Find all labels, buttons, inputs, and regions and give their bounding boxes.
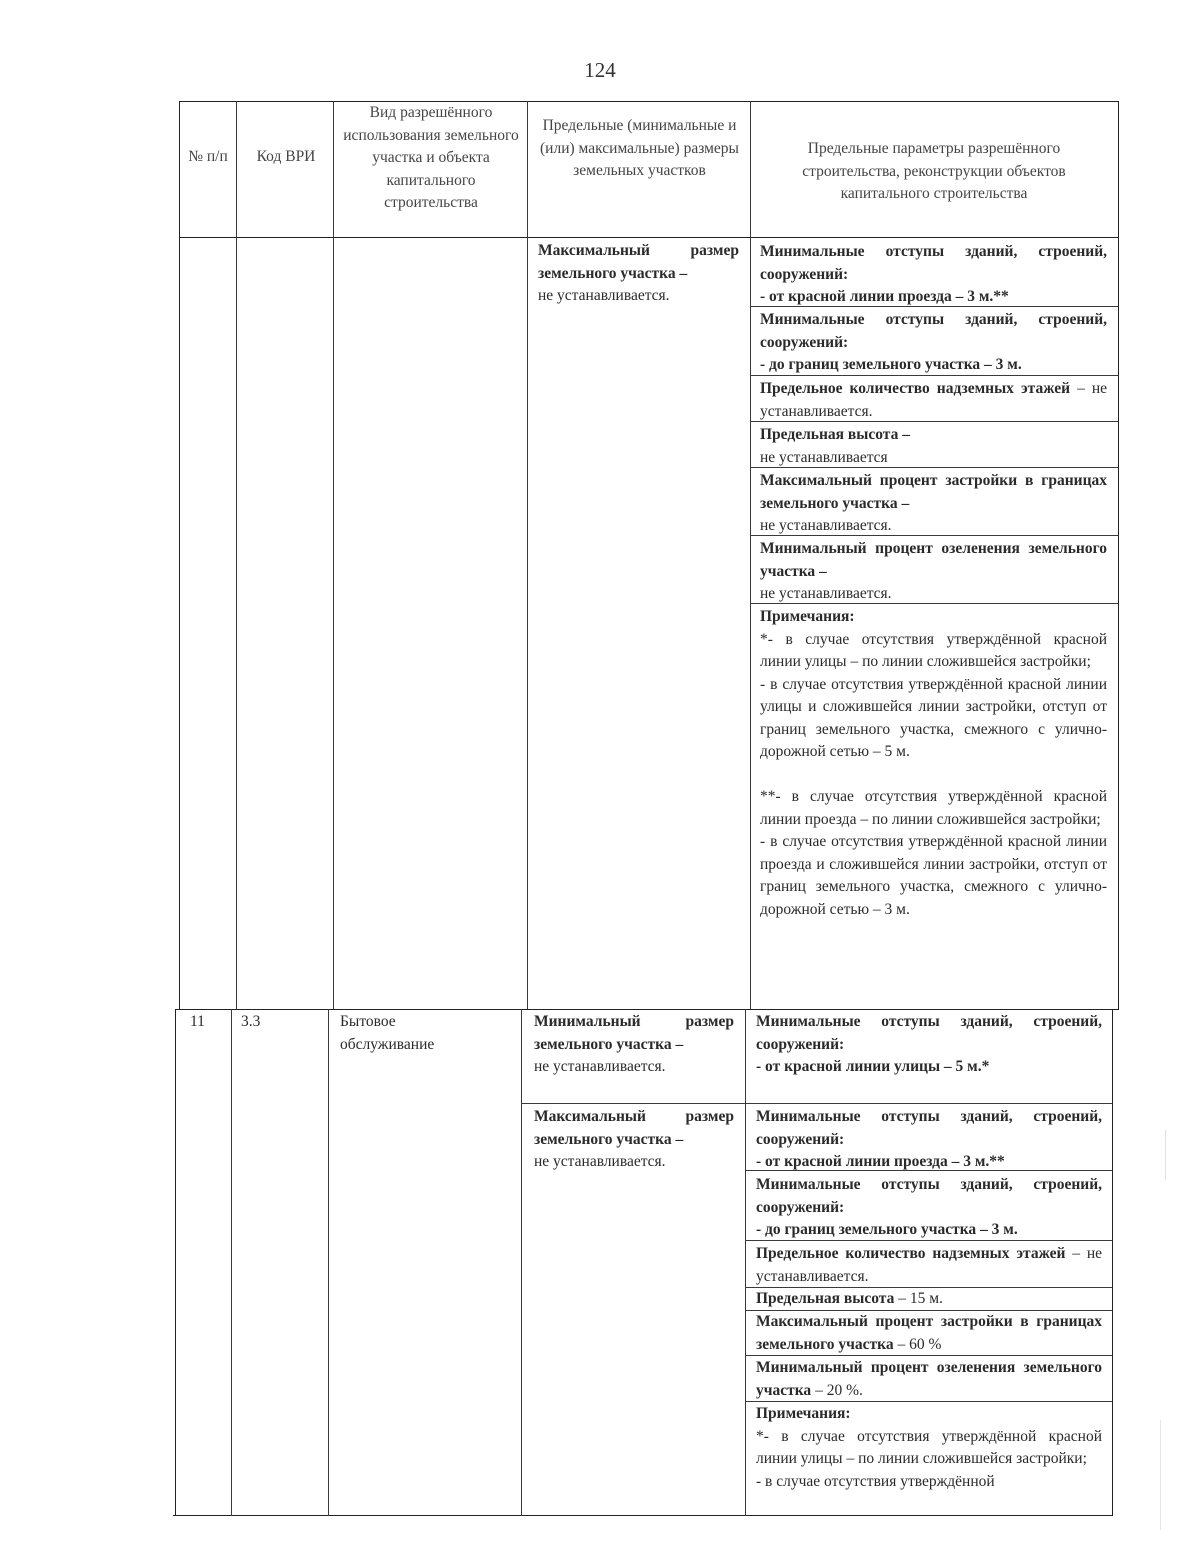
param-label: Предельная высота –: [760, 426, 910, 443]
param-label: Предельное количество надземных этажей: [756, 1245, 1066, 1262]
scan-mark: [1165, 1130, 1166, 1180]
col-border-2: [328, 1009, 329, 1516]
param-value: не устанавливается.: [760, 517, 892, 534]
param-cell: [760, 538, 1107, 606]
min-size-value: не устанавливается.: [534, 1058, 666, 1075]
col-border-3: [521, 1009, 522, 1516]
param-cell: [756, 1011, 1102, 1079]
param-value: – 60 %: [897, 1335, 942, 1353]
param-label: Минимальный процент озеленения земельного участка: [756, 1359, 1102, 1399]
table-bottom-border: [173, 1515, 1113, 1516]
param-cell: [756, 1106, 1102, 1174]
max-size-label: Максимальный размер земельного участка –: [534, 1108, 734, 1148]
max-size-value: не устанавливается.: [538, 287, 670, 304]
param-cell: [760, 241, 1107, 309]
page-number: 124: [584, 58, 616, 82]
notes-cell: [760, 606, 1107, 921]
col-border-left: [175, 1009, 176, 1516]
param-value: – не устанавливается.: [760, 380, 1107, 420]
param-label: Минимальные отступы зданий, строений, сооружений:: [760, 311, 1107, 351]
notes-title: Примечания:: [756, 1405, 851, 1422]
scan-mark: [1160, 1420, 1161, 1530]
note-item: - в случае отсутствия утверждённой: [756, 1472, 995, 1490]
col-border-4: [750, 101, 751, 1009]
param-value: не устанавливается: [760, 448, 888, 466]
param-value: – 15 м.: [898, 1290, 943, 1307]
row-use-type: Бытовое обслуживание: [340, 1013, 435, 1053]
note-item: - в случае отсутствия утверждённой красной линии улицы и сложившейся линии застройки, отступ от границ земельного участка, смежного с улично-дорожной сетью – 5 м.: [760, 675, 1107, 760]
param-value: - от красной линии улицы – 5 м.*: [756, 1058, 990, 1075]
col-border-right: [1112, 1009, 1113, 1516]
notes-cell: [756, 1403, 1102, 1493]
param-value: - до границ земельного участка – 3 м.: [756, 1221, 1018, 1238]
param-value: - от красной линии проезда – 3 м.**: [756, 1153, 1005, 1170]
size-separator: [521, 1103, 1112, 1104]
header-bottom-border: [179, 237, 1119, 238]
param-label: Минимальные отступы зданий, строений, сооружений:: [760, 243, 1107, 283]
header-sizes: Предельные (минимальные и (или) максимальные) размеры земельных участков: [540, 117, 739, 179]
col-border-2: [333, 101, 334, 1009]
param-value: – 20 %.: [815, 1381, 863, 1399]
note-item: *- в случае отсутствия утверждённой красной линии улицы – по линии сложившейся застройки;: [756, 1427, 1102, 1467]
param-cell: [760, 309, 1107, 377]
param-cell: [756, 1174, 1102, 1242]
param-cell: [760, 378, 1107, 423]
min-size-cell: [534, 1011, 734, 1079]
header-params: Предельные параметры разрешённого строительства, реконструкции объектов капитального строительства: [802, 140, 1066, 202]
col-border-3: [527, 101, 528, 1009]
param-cell: [756, 1288, 1102, 1310]
header-code: Код ВРИ: [256, 148, 316, 165]
param-value: – не устанавливается.: [756, 1245, 1102, 1285]
param-value: - от красной линии проезда – 3 м.**: [760, 288, 1009, 305]
min-size-label: Минимальный размер земельного участка –: [534, 1013, 734, 1053]
col-border-4: [745, 1009, 746, 1516]
param-label: Максимальный процент застройки в границах земельного участка –: [760, 472, 1107, 512]
col-border-1: [236, 101, 237, 1009]
param-label: Минимальный процент озеленения земельного участка –: [760, 540, 1107, 580]
note-item: **- в случае отсутствия утверждённой красной линии проезда – по линии сложившейся застройки;: [760, 788, 1107, 828]
param-label: Предельное количество надземных этажей: [760, 380, 1071, 397]
col-border-left: [179, 101, 180, 1009]
header-use-type: Вид разрешённого использования земельного участка и объекта капитального строительства: [343, 104, 519, 211]
param-cell: [756, 1357, 1102, 1402]
param-cell: [760, 470, 1107, 538]
row-number: 11: [190, 1013, 205, 1030]
row-separator: [175, 1009, 1119, 1010]
param-label: Предельная высота: [756, 1290, 895, 1307]
param-label: Минимальные отступы зданий, строений, сооружений:: [756, 1013, 1102, 1053]
table-top-border: [179, 101, 1119, 102]
max-size-cell: [534, 1106, 734, 1174]
note-item: *- в случае отсутствия утверждённой красной линии улицы – по линии сложившейся застройки;: [760, 630, 1107, 670]
row-code: 3.3: [241, 1013, 261, 1030]
col-border-1: [231, 1009, 232, 1516]
max-size-value: не устанавливается.: [534, 1153, 666, 1170]
param-label: Минимальные отступы зданий, строений, сооружений:: [756, 1108, 1102, 1148]
param-value: - до границ земельного участка – 3 м.: [760, 356, 1022, 373]
param-value: не устанавливается.: [760, 585, 892, 602]
param-cell: [760, 424, 1107, 469]
param-cell: [756, 1243, 1102, 1288]
notes-title: Примечания:: [760, 608, 855, 625]
col-border-right: [1118, 101, 1119, 1009]
param-cell: [756, 1311, 1102, 1356]
max-size-label: Максимальный размер земельного участка –: [538, 242, 739, 282]
header-num: № п/п: [188, 148, 228, 165]
param-label: Минимальные отступы зданий, строений, сооружений:: [756, 1176, 1102, 1216]
param-label: Максимальный процент застройки в границах земельного участка: [756, 1313, 1102, 1353]
note-item: - в случае отсутствия утверждённой красной линии проезда и сложившейся линии застройки, отступ от границ земельного участка, смежного с улично-дорожной сетью – 3 м.: [760, 833, 1107, 918]
max-size-cell: [538, 240, 739, 308]
